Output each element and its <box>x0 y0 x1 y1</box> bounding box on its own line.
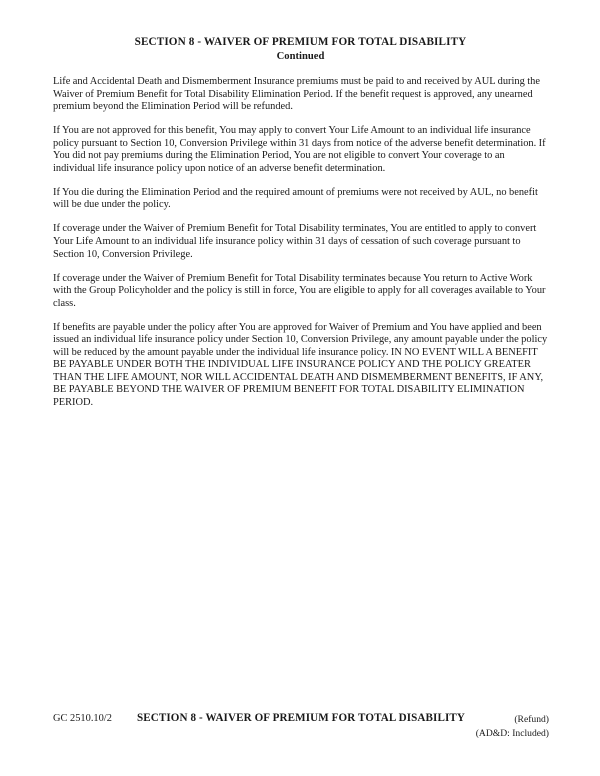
body-paragraph: If You die during the Elimination Period and the required amount of premiums were not received by AUL, no benefit will be due under the policy. <box>53 186 538 211</box>
page-subtitle: Continued <box>276 50 325 62</box>
page-footer <box>53 712 549 752</box>
body-paragraph: If coverage under the Waiver of Premium Benefit for Total Disability terminates because You return to Active Work with the Group Policyholder and the policy is still in force, You are eligible to apply for all coverages available to Your class. <box>53 272 546 309</box>
footer-section-title: SECTION 8 - WAIVER OF PREMIUM FOR TOTAL DISABILITY <box>136 712 465 724</box>
footer-row <box>53 712 549 739</box>
body-paragraph: If You are not approved for this benefit, You may apply to convert Your Life Amount to an individual life insurance policy pursuant to Section 10, Conversion Privilege within 31 days from notice of the adverse benefit determination. If You did not pay premiums during the Elimination Period, You are not eligible to convert Your coverage to an individual life insurance policy upon notice of an adverse benefit determination. <box>53 125 546 174</box>
footer-note-addd: (AD&D: Included) <box>475 728 549 739</box>
footer-form-number: GC 2510.10/2 <box>53 713 112 724</box>
body-paragraph: If benefits are payable under the policy after You are approved for Waiver of Premium and You have applied and been issued an individual life insurance policy under Section 10, Conversion Privilege, any amount payable under the policy will be reduced by the amount payable under the individual life insurance policy. IN NO EVENT WILL A BENEFIT BE PAYABLE UNDER BOTH THE INDIVIDUAL LIFE INSURANCE POLICY AND THE POLICY GREATER THAN THE LIFE AMOUNT, NOR WILL ACCIDENTAL DEATH AND DISMEMBERMENT BENEFITS, IF ANY, BE PAYABLE BEYOND THE WAIVER OF PREMIUM BENEFIT FOR TOTAL DISABILITY ELIMINATION PERIOD. <box>53 321 548 408</box>
page-title: SECTION 8 - WAIVER OF PREMIUM FOR TOTAL DISABILITY <box>134 36 467 48</box>
document-body <box>53 76 549 410</box>
page-header <box>53 36 548 63</box>
body-paragraph: Life and Accidental Death and Dismemberment Insurance premiums must be paid to and received by AUL during the Waiver of Premium Benefit for Total Disability Elimination Period. If the benefit request is approved, any unearned premium beyond the Elimination Period will be refunded. <box>53 76 540 113</box>
footer-note-refund: (Refund) <box>514 713 549 725</box>
body-paragraph: If coverage under the Waiver of Premium Benefit for Total Disability terminates, You are entitled to apply to convert Your Life Amount to an individual life insurance policy within 31 days of cessation of such coverage pursuant to Section 10, Conversion Privilege. <box>53 223 537 260</box>
